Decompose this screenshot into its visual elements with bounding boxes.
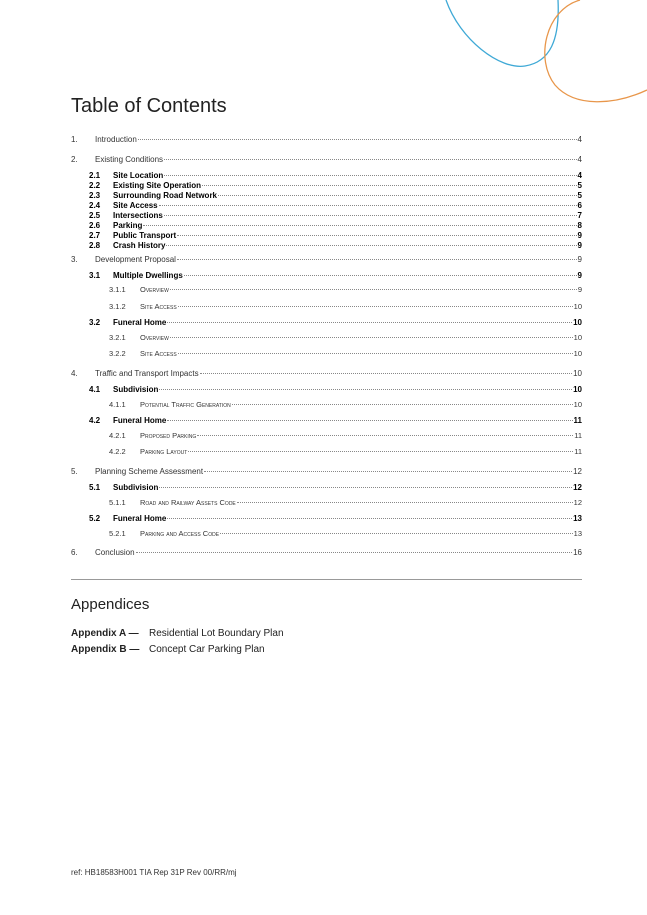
toc-label: Subdivision [113,385,159,394]
toc-entry[interactable] [71,191,582,200]
toc-entry[interactable] [71,514,582,523]
toc-page: 16 [573,548,582,557]
toc-number: 5.2.1 [109,529,126,538]
toc-label: Crash History [113,241,166,250]
appendix-b-entry[interactable] [71,644,265,655]
toc-number: 2.8 [89,241,101,250]
toc-leader [170,289,577,290]
toc-leader [167,420,572,421]
toc-label: Multiple Dwellings [113,271,183,280]
toc-number: 2.6 [89,221,101,230]
toc-label: Funeral Home [113,416,167,425]
toc-leader [138,139,577,140]
document-reference: ref: HB18583H001 TIA Rep 31P Rev 00/RR/mj [71,868,237,877]
toc-leader [177,259,577,260]
toc-label: Site Location [113,171,164,180]
toc-leader [164,175,576,176]
toc-entry[interactable] [71,271,582,280]
toc-number: 3.2 [89,318,101,327]
toc-page: 9 [577,271,582,280]
toc-page: 11 [574,431,582,440]
toc-entry[interactable] [71,467,582,476]
toc-label: Traffic and Transport Impacts [95,369,199,378]
toc-page: 12 [573,483,582,492]
toc-number: 6. [71,548,78,557]
appendix-key: Appendix A — [71,628,139,639]
toc-label: Site Access [140,302,177,311]
toc-entry[interactable] [71,333,582,342]
toc-label: Overview [140,285,169,294]
toc-leader [159,389,572,390]
toc-number: 2.5 [89,211,101,220]
toc-label: Public Transport [113,231,177,240]
toc-label: Road and Railway Assets Code [140,498,236,507]
toc-number: 2.1 [89,171,101,180]
toc-page: 9 [577,255,582,264]
toc-leader [159,487,572,488]
toc-label: Existing Conditions [95,155,164,164]
toc-entry[interactable] [71,498,582,507]
toc-number: 2.3 [89,191,101,200]
orange-arc [545,0,647,102]
toc-leader [170,337,573,338]
appendix-key: Appendix B — [71,644,140,655]
toc-leader [178,306,573,307]
toc-page: 8 [577,221,582,230]
toc-page: 7 [577,211,582,220]
toc-number: 4. [71,369,78,378]
toc-label: Parking Layout [140,447,188,456]
toc-label: Overview [140,333,169,342]
toc-page: 11 [573,416,582,425]
toc-entry[interactable] [71,431,582,440]
toc-number: 2.4 [89,201,101,210]
toc-page: 10 [573,400,582,409]
toc-number: 4.1.1 [109,400,126,409]
appendices-title: Appendices [71,596,150,613]
toc-leader [159,205,577,206]
toc-entry[interactable] [71,211,582,220]
toc-entry[interactable] [71,548,582,557]
toc-label: Site Access [113,201,158,210]
toc-number: 4.2 [89,416,101,425]
toc-number: 5.2 [89,514,101,523]
toc-entry[interactable] [71,400,582,409]
toc-leader [177,235,576,236]
toc-page: 13 [573,514,582,523]
toc-page: 5 [577,191,582,200]
toc-page: 4 [577,155,582,164]
toc-number: 3. [71,255,78,264]
toc-page: 9 [577,231,582,240]
toc-entry[interactable] [71,318,582,327]
toc-entry[interactable] [71,302,582,311]
appendix-label: Residential Lot Boundary Plan [149,628,284,639]
toc-entry[interactable] [71,241,582,250]
toc-page: 13 [573,529,582,538]
toc-entry[interactable] [71,221,582,230]
toc-page: 9 [577,285,582,294]
toc-number: 3.2.2 [109,349,126,358]
toc-label: Surrounding Road Network [113,191,217,200]
toc-page: 11 [574,447,582,456]
toc-leader [232,404,573,405]
toc-entry[interactable] [71,255,582,264]
toc-entry[interactable] [71,171,582,180]
toc-page: 10 [573,349,582,358]
toc-entry[interactable] [71,285,582,294]
toc-label: Funeral Home [113,514,167,523]
toc-page: 6 [577,201,582,210]
toc-page: 10 [573,318,582,327]
toc-page: 9 [577,241,582,250]
toc-entry[interactable] [71,201,582,210]
toc-entry[interactable] [71,385,582,394]
toc-number: 3.2.1 [109,333,126,342]
toc-page: 10 [573,302,582,311]
toc-page: 10 [573,369,582,378]
toc-leader [218,195,577,196]
toc-number: 4.2.2 [109,447,126,456]
toc-label: Development Proposal [95,255,176,264]
toc-label: Proposed Parking [140,431,197,440]
toc-leader [202,185,577,186]
toc-leader [167,322,572,323]
decorative-arcs [0,0,647,110]
toc-leader [166,245,576,246]
toc-label: Parking and Access Code [140,529,220,538]
toc-number: 5. [71,467,78,476]
toc-number: 5.1 [89,483,101,492]
section-divider [71,579,582,580]
toc-entry[interactable] [71,369,582,378]
toc-page: 4 [577,171,582,180]
toc-page: 12 [573,498,582,507]
toc-entry[interactable] [71,416,582,425]
toc-leader [200,373,572,374]
blue-arc [446,0,558,66]
toc-label: Site Access [140,349,177,358]
appendix-a-entry[interactable] [71,628,284,639]
toc-entry[interactable] [71,181,582,190]
toc-number: 4.1 [89,385,101,394]
toc-leader [178,353,573,354]
toc-number: 5.1.1 [109,498,126,507]
toc-number: 3.1.2 [109,302,126,311]
toc-page: 5 [577,181,582,190]
page-title: Table of Contents [71,95,227,117]
toc-number: 4.2.1 [109,431,126,440]
toc-page: 10 [573,333,582,342]
toc-label: Parking [113,221,143,230]
toc-leader [136,552,573,553]
toc-number: 2. [71,155,78,164]
toc-leader [143,225,576,226]
toc-entry[interactable] [71,483,582,492]
toc-number: 3.1.1 [109,285,126,294]
toc-number: 1. [71,135,78,144]
toc-leader [237,502,573,503]
toc-label: Conclusion [95,548,135,557]
toc-label: Existing Site Operation [113,181,202,190]
toc-leader [184,275,577,276]
toc-label: Potential Traffic Generation [140,400,231,409]
toc-label: Planning Scheme Assessment [95,467,204,476]
toc-leader [197,435,573,436]
toc-label: Introduction [95,135,137,144]
toc-leader [188,451,573,452]
toc-entry[interactable] [71,447,582,456]
toc-entry[interactable] [71,135,582,144]
toc-entry[interactable] [71,529,582,538]
toc-leader [220,533,573,534]
toc-entry[interactable] [71,155,582,164]
toc-page: 10 [573,385,582,394]
toc-number: 2.7 [89,231,101,240]
toc-entry[interactable] [71,349,582,358]
toc-page: 12 [573,467,582,476]
toc-number: 3.1 [89,271,101,280]
toc-leader [164,215,577,216]
toc-label: Subdivision [113,483,159,492]
toc-leader [164,159,577,160]
toc-label: Intersections [113,211,163,220]
toc-number: 2.2 [89,181,101,190]
toc-leader [167,518,572,519]
appendix-label: Concept Car Parking Plan [149,644,265,655]
toc-label: Funeral Home [113,318,167,327]
toc-entry[interactable] [71,231,582,240]
toc-leader [204,471,572,472]
toc-page: 4 [577,135,582,144]
